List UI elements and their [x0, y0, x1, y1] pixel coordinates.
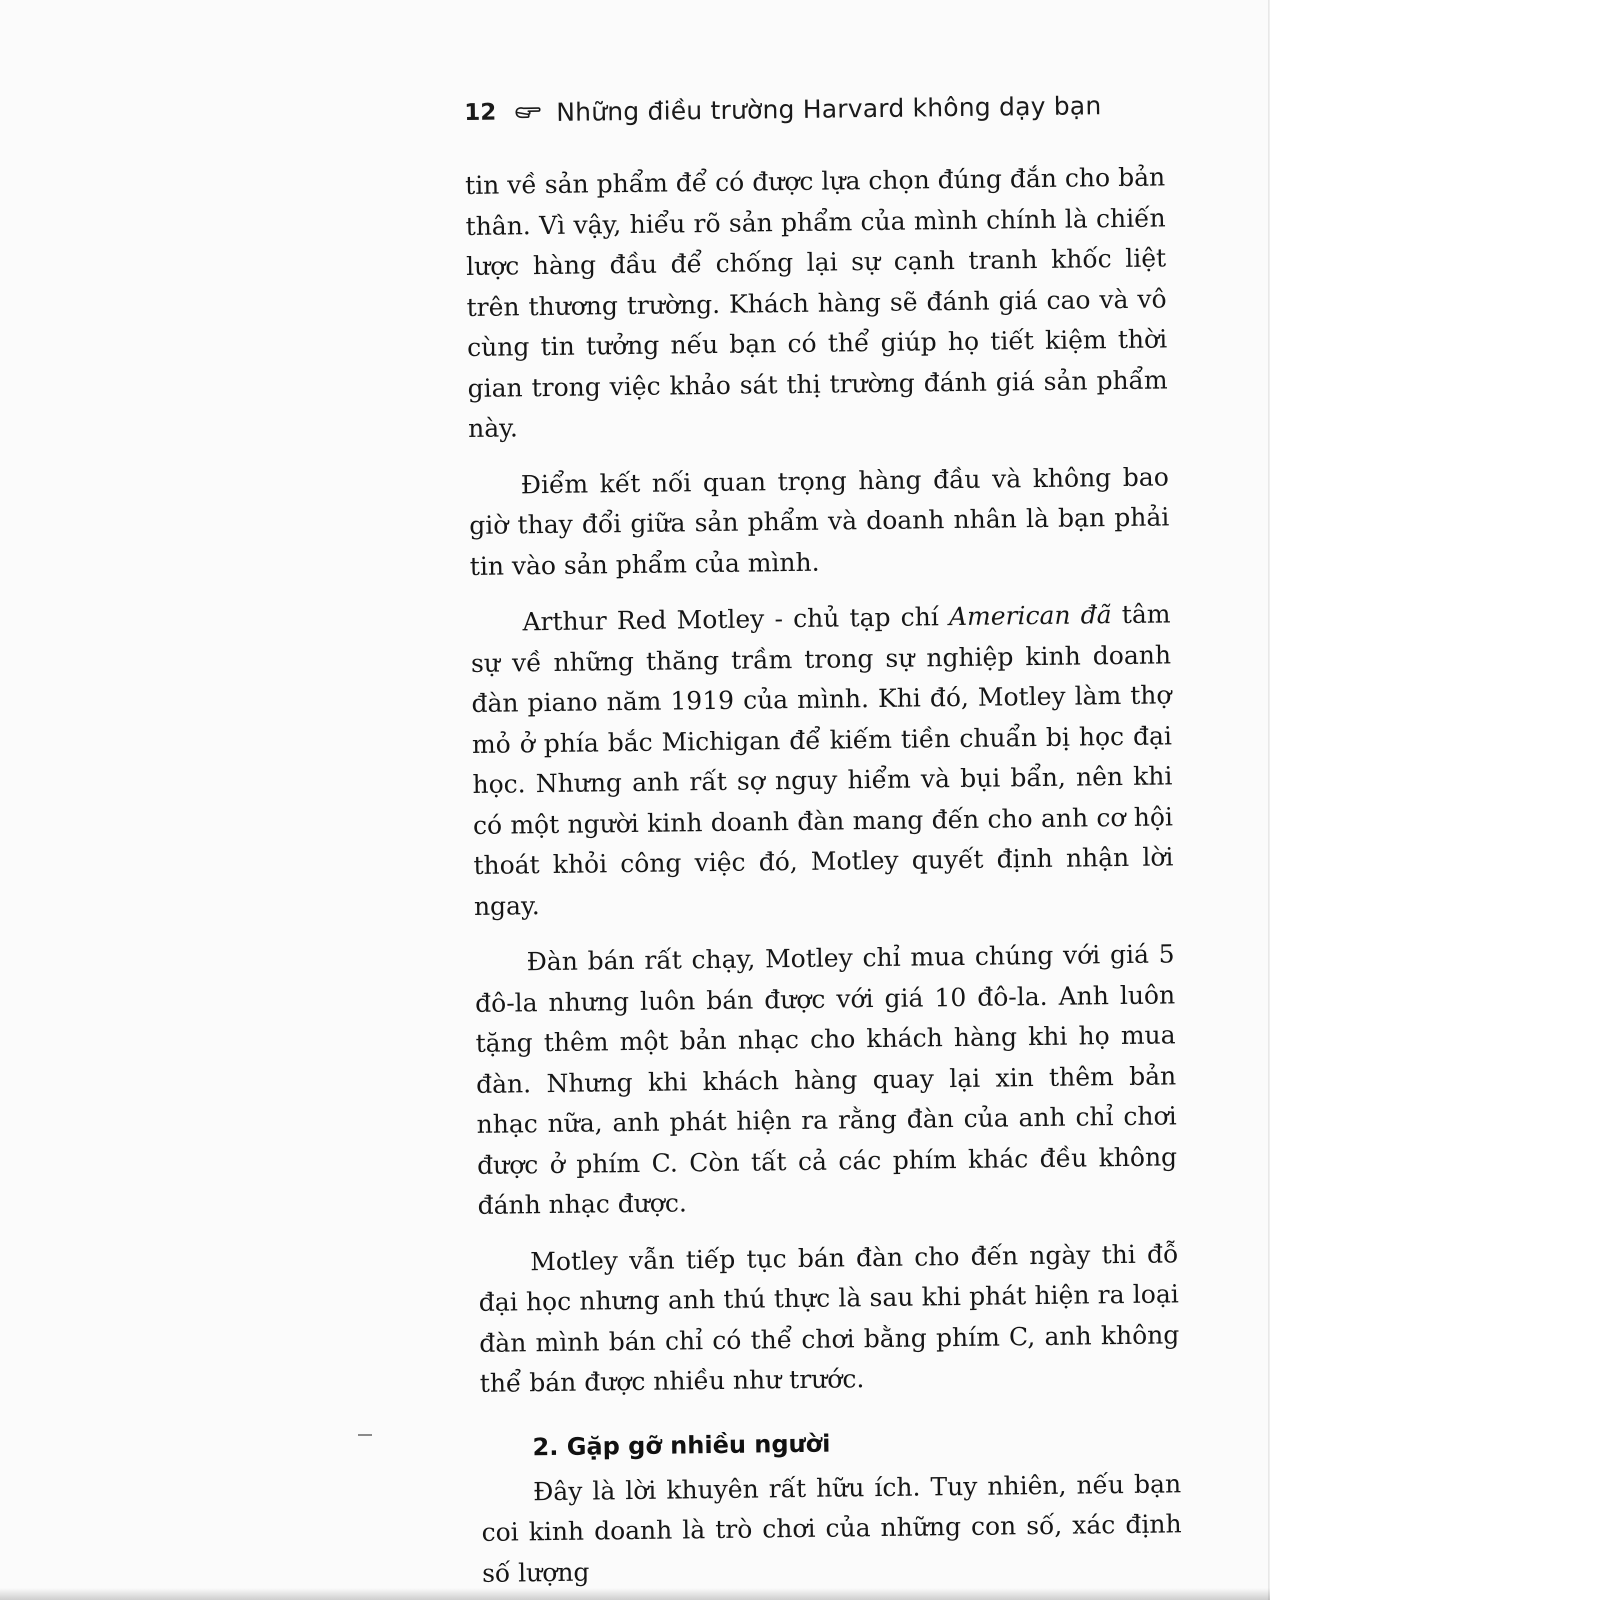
section-heading: 2. Gặp gỡ nhiều người: [532, 1429, 831, 1461]
magazine-name: American đã: [948, 600, 1112, 632]
paragraph-2: Điểm kết nối quan trọng hàng đầu và không bao giờ thay đổi giữa sản phẩm và doanh nhân là bạn phải tin vào sản phẩm của mình.: [469, 461, 1170, 581]
book-title: Những điều trường Harvard không dạy bạn: [556, 90, 1102, 127]
page-number: 12: [464, 99, 497, 126]
page-edge: [1268, 0, 1270, 1600]
paragraph-3-rest: tâm sự về những thăng trầm trong sự nghiệp kinh doanh đàn piano năm 1919 của mình. Khi đó, Motley làm thợ mỏ ở phía bắc Michigan để kiếm tiền chuẩn bị học đại học. Nhưng anh rất sợ nguy hiểm và bụi bẩn, nên khi có một người kinh doanh đàn mang đến cho anh cơ hội thoát khỏi công việc đó, Motley quyết định nhận lời ngay.: [470, 599, 1174, 921]
margin-mark: [358, 1434, 372, 1436]
paragraph-5: Motley vẫn tiếp tục bán đàn cho đến ngày thi đỗ đại học nhưng anh thú thực là sau khi phát hiện ra loại đàn mình bán chỉ có thể chơi bằng phím C, anh không thể bán được nhiều như trước.: [478, 1238, 1180, 1398]
running-header: [464, 81, 1165, 136]
paragraph-3-start: Arthur Red Motley - chủ tạp chí: [522, 602, 950, 637]
page-bottom-shadow: [0, 1588, 1270, 1600]
body-text: [465, 157, 1182, 1593]
pointing-hand-icon: [514, 103, 542, 121]
paragraph-6: Đây là lời khuyên rất hữu ích. Tuy nhiên, nếu bạn coi kinh doanh là trò chơi của những con số, xác định số lượng: [481, 1468, 1182, 1588]
paragraph-1: tin về sản phẩm để có được lựa chọn đúng đắn cho bản thân. Vì vậy, hiểu rõ sản phẩm của mình chính là chiến lược hàng đầu để chống lại sự cạnh tranh khốc liệt trên thương trường. Khách hàng sẽ đánh giá cao và vô cùng tin tưởng nếu bạn có thể giúp họ tiết kiệm thời gian trong việc khảo sát thị trường đánh giá sản phẩm này.: [464, 162, 1168, 443]
paragraph-4: Đàn bán rất chạy, Motley chỉ mua chúng với giá 5 đô-la nhưng luôn bán được với giá 10 đô-la. Anh luôn tặng thêm một bản nhạc cho khách hàng khi họ mua đàn. Nhưng khi khách hàng quay lại xin thêm bản nhạc nữa, anh phát hiện ra rằng đàn của anh chỉ chơi được ở phím C. Còn tất cả các phím khác đều không đánh nhạc được.: [474, 939, 1178, 1220]
page-content: [464, 81, 1183, 1600]
paragraph-3: [470, 594, 1174, 927]
